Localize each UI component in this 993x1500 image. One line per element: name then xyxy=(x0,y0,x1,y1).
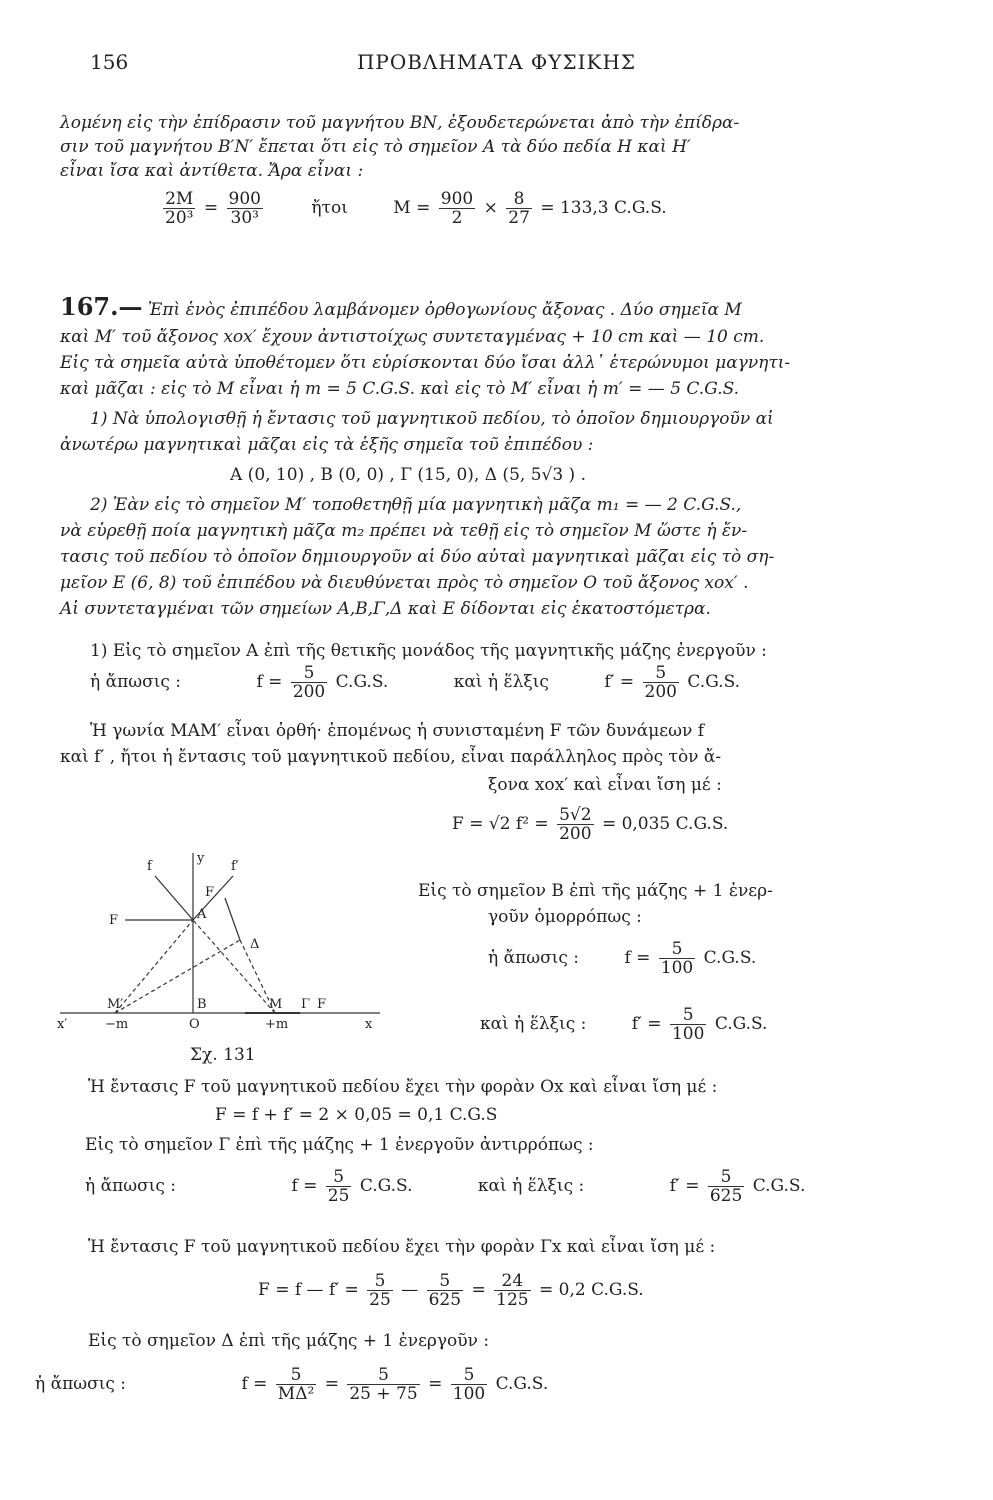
label-O: O xyxy=(189,1017,200,1032)
running-title: ΠΡΟΒΛΗΜΑΤΑ ΦΥΣΙΚΗΣ xyxy=(356,50,637,74)
vec-F2 xyxy=(225,898,240,940)
label-x: x xyxy=(365,1017,373,1032)
line-m1-a xyxy=(115,920,193,1013)
text-line: νὰ εὑρεθῇ ποία μαγνητικὴ μᾶζα m₂ πρέπει νὰ τεθῇ εἰς τὸ σημεῖον Μ ὥστε ἡ ἔν- xyxy=(60,521,748,541)
label-M: M xyxy=(269,997,283,1012)
equation: καὶ ἡ ἕλξις : f′ = $\frac{5}{100}$ C.G.S. xyxy=(480,1005,768,1044)
text-line: καὶ μᾶζαι : εἰς τὸ Μ εἶναι ἡ m = 5 C.G.S. καὶ εἰς τὸ Μ′ εἶναι ἡ m′ = — 5 C.G.S. xyxy=(60,379,740,399)
label-M1: M′ xyxy=(107,997,124,1012)
text-line: 1) Νὰ ὑπολογισθῇ ἡ ἔντασις τοῦ μαγνητικοῦ πεδίου, τὸ ὁποῖον δημιουργοῦν αἱ xyxy=(90,409,774,429)
text-line: ξονα xox′ καὶ εἶναι ἴση μέ : xyxy=(488,775,722,795)
problem-number: 167.— xyxy=(60,292,143,321)
text-line: 1) Εἰς τὸ σημεῖον Α ἐπὶ τῆς θετικῆς μονάδος τῆς μαγνητικῆς μάζης ἐνεργοῦν : xyxy=(90,641,767,661)
equation: F = f — f′ = $\frac{5}{25}$ — $\frac{5}{625}$ = $\frac{24}{125}$ = 0,2 C.G.S. xyxy=(258,1271,644,1310)
text-line: Εἰς τὸ σημεῖον Δ ἐπὶ τῆς μάζης + 1 ἐνεργοῦν : xyxy=(88,1331,490,1351)
text-line: Ἡ ἔντασις F τοῦ μαγνητικοῦ πεδίου ἔχει τὴν φορὰν Οx καὶ εἶναι ἴση μέ : xyxy=(88,1077,718,1097)
text-line: καὶ f′ , ἤτοι ἡ ἔντασις τοῦ μαγνητικοῦ πεδίου, εἶναι παράλληλος πρὸς τὸν ἄ- xyxy=(60,747,722,767)
problem-statement: 167.— Ἐπὶ ἑνὸς ἐπιπέδου λαμβάνομεν ὀρθογωνίους ἄξονας . Δύο σημεῖα Μ xyxy=(60,292,742,321)
label-F: F xyxy=(109,913,119,928)
equation: F = √2 f² = $\frac{5√2}{200}$ = 0,035 C.G.S. xyxy=(452,805,729,844)
vec-f xyxy=(155,876,193,920)
label-B: B xyxy=(197,997,207,1012)
label-f1: f′ xyxy=(231,859,239,874)
text-line: ἀνωτέρω μαγνητικαὶ μᾶζαι εἰς τὰ ἑξῆς σημεῖα τοῦ ἐπιπέδου : xyxy=(60,435,594,455)
equation: ἡ ἄπωσις : f = $\frac{5}{200}$ C.G.S. καὶ ἡ ἕλξις f′ = $\frac{5}{200}$ C.G.S. xyxy=(90,663,741,702)
label-y: y xyxy=(197,851,205,866)
label-F3: F xyxy=(317,997,327,1012)
text-line: Αἱ συντεταγμέναι τῶν σημείων Α,Β,Γ,Δ καὶ Ε δίδονται εἰς ἑκατοστόμετρα. xyxy=(60,599,711,619)
text-line: εἶναι ἴσα καὶ ἀντίθετα. Ἄρα εἶναι : xyxy=(60,161,364,181)
text-line: Ἡ ἔντασις F τοῦ μαγνητικοῦ πεδίου ἔχει τὴν φορὰν Γx καὶ εἶναι ἴση μέ : xyxy=(88,1237,716,1257)
text-line: λομένη εἰς τὴν ἐπίδρασιν τοῦ μαγνήτου ΒΝ, ἐξουδετερώνεται ἀπὸ τὴν ἐπίδρα- xyxy=(60,113,740,133)
equation: ἡ ἄπωσις : f = $\frac{5}{\text{ΜΔ²}}$ = $\frac{5}{25 + 75}$ = $\frac{5}{100}$ C.G.S. xyxy=(35,1365,549,1404)
label-mpos: +m xyxy=(265,1017,289,1032)
line-m1-delta xyxy=(115,940,240,1013)
text-line: γοῦν ὁμορρόπως : xyxy=(488,907,642,927)
text-line: σιν τοῦ μαγνήτου Β′Ν′ ἔπεται ὅτι εἰς τὸ σημεῖον Α τὰ δύο πεδία Η καὶ Η′ xyxy=(60,137,691,157)
text-line: Εἰς τὸ σημεῖον Γ ἐπὶ τῆς μάζης + 1 ἐνεργοῦν ἀντιρρόπως : xyxy=(85,1135,594,1155)
page-number: 156 xyxy=(90,50,129,74)
text-line: καὶ Μ′ τοῦ ἄξονος xox′ ἔχουν ἀντιστοίχως συντεταγμένας + 10 cm καὶ — 10 cm. xyxy=(60,327,765,347)
page-header xyxy=(0,50,993,80)
label-f: f xyxy=(147,859,152,874)
label-C: Γ xyxy=(301,997,311,1012)
text-line: Εἰς τὸ σημεῖον Β ἐπὶ τῆς μάζης + 1 ἐνερ- xyxy=(418,881,773,901)
label-delta: Δ xyxy=(250,937,260,952)
text-line: τασις τοῦ πεδίου τὸ ὁποῖον δημιουργοῦν αἱ δύο αὐταὶ μαγνητικαὶ μᾶζαι εἰς τὸ ση- xyxy=(60,547,775,567)
label-x1: x′ xyxy=(57,1017,68,1032)
label-F2: F xyxy=(205,885,215,900)
text-line: 2) Ἐὰν εἰς τὸ σημεῖον Μ′ τοποθετηθῇ μία μαγνητικὴ μᾶζα m₁ = — 2 C.G.S., xyxy=(90,495,742,515)
text-line: Ἡ γωνία ΜΑΜ′ εἶναι ὀρθή· ἑπομένως ἡ συνισταμένη F τῶν δυνάμεων f xyxy=(90,721,704,741)
equation: ἡ ἄπωσις : f = $\frac{5}{100}$ C.G.S. xyxy=(488,939,757,978)
equation: $\frac{2M}{\text{20³}}$ = $\frac{900}{\text{30³}}$ ἤτοι Μ = $\frac{900}{2}$ × $\frac{8}{27}$ = 133,3 C.G.S. xyxy=(165,189,667,228)
text-line: Εἰς τὰ σημεῖα αὐτὰ ὑποθέτομεν ὅτι εὑρίσκονται δύο ἴσαι ἀλλ᾽ ἑτερώνυμοι μαγνητι- xyxy=(60,353,791,373)
label-A: A xyxy=(197,907,207,922)
text-line: F = f + f′ = 2 × 0,05 = 0,1 C.G.S xyxy=(215,1105,498,1125)
coordinates: Α (0, 10) , Β (0, 0) , Γ (15, 0), Δ (5, 5√3 ) . xyxy=(230,465,586,485)
text-line: μεῖον Ε (6, 8) τοῦ ἐπιπέδου νὰ διευθύνεται πρὸς τὸ σημεῖον Ο τοῦ ἄξονος xox′ . xyxy=(60,573,749,593)
label-mneg: −m xyxy=(105,1017,129,1032)
figure-131 xyxy=(55,848,385,1038)
figure-caption: Σχ. 131 xyxy=(190,1045,256,1065)
equation: ἡ ἄπωσις : f = $\frac{5}{25}$ C.G.S. καὶ ἡ ἕλξις : f′ = $\frac{5}{625}$ C.G.S. xyxy=(85,1167,806,1206)
